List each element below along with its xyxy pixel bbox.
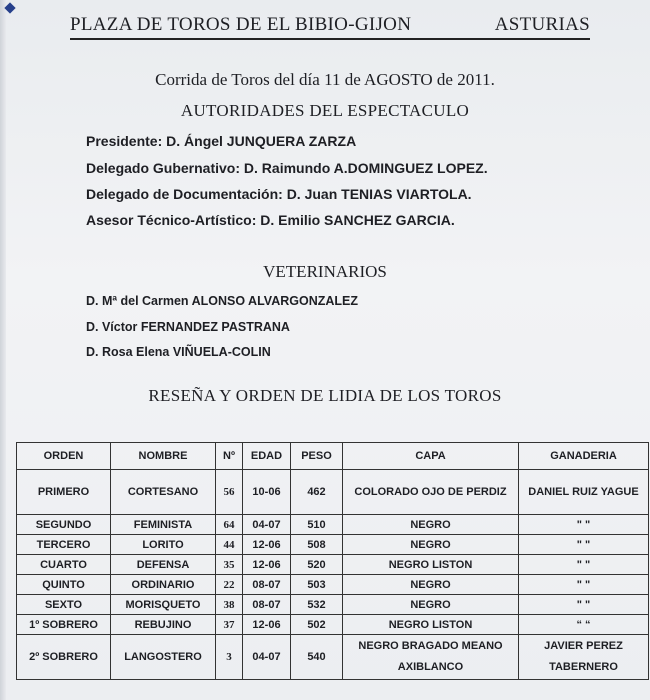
edad-cell: 10-06 xyxy=(243,470,291,515)
header-orden: ORDEN xyxy=(17,443,111,470)
capa-cell: COLORADO OJO DE PERDIZ xyxy=(343,470,519,515)
edad-cell: 08-07 xyxy=(243,595,291,615)
capa-cell: NEGRO xyxy=(343,535,519,555)
peso-cell: 502 xyxy=(291,615,343,635)
edad-cell: 12-06 xyxy=(243,535,291,555)
nombre-cell: LORITO xyxy=(111,535,216,555)
bulls-table xyxy=(16,442,649,680)
capa-cell: NEGRO BRAGADO MEANO AXIBLANCO xyxy=(343,635,519,680)
numero-cell: 35 xyxy=(216,555,243,575)
table-row xyxy=(17,555,649,575)
nombre-cell: REBUJINO xyxy=(111,615,216,635)
nombre-cell: DEFENSA xyxy=(111,555,216,575)
orden-cell: QUINTO xyxy=(17,575,111,595)
capa-cell: NEGRO xyxy=(343,515,519,535)
numero-cell: 56 xyxy=(216,470,243,515)
authorities-title: AUTORIDADES DEL ESPECTACULO xyxy=(180,101,470,120)
header-nombre: NOMBRE xyxy=(111,443,216,470)
table-row xyxy=(17,595,649,615)
capa-cell: NEGRO LISTON xyxy=(343,615,519,635)
ganaderia-cell: “ “ xyxy=(519,615,649,635)
peso-cell: 503 xyxy=(291,575,343,595)
table-header-row xyxy=(17,443,649,470)
orden-cell: 1º SOBRERO xyxy=(17,615,111,635)
table-row xyxy=(17,535,649,555)
edad-cell: 08-07 xyxy=(243,575,291,595)
veterinarian-item: D. Mª del Carmen ALONSO ALVARGONZALEZ xyxy=(86,294,358,308)
peso-cell: 462 xyxy=(291,470,343,515)
authority-delegado-gubernativo: Delegado Gubernativo: D. Raimundo A.DOMINGUEZ LOPEZ. xyxy=(86,160,488,176)
veterinarian-item: D. Víctor FERNANDEZ PASTRANA xyxy=(86,320,290,334)
peso-cell: 510 xyxy=(291,515,343,535)
nombre-cell: ORDINARIO xyxy=(111,575,216,595)
orden-cell: SEXTO xyxy=(17,595,111,615)
numero-cell: 37 xyxy=(216,615,243,635)
orden-cell: SEGUNDO xyxy=(17,515,111,535)
table-row xyxy=(17,635,649,680)
corner-mark-icon xyxy=(4,2,15,13)
venue-title: PLAZA DE TOROS DE EL BIBIO-GIJON xyxy=(70,14,412,35)
region-title: ASTURIAS xyxy=(494,14,590,35)
orden-cell: PRIMERO xyxy=(17,470,111,515)
table-row xyxy=(17,470,649,515)
nombre-cell: MORISQUETO xyxy=(111,595,216,615)
edad-cell: 04-07 xyxy=(243,635,291,680)
peso-cell: 540 xyxy=(291,635,343,680)
header-numero: Nº xyxy=(216,443,243,470)
ganaderia-cell: " " xyxy=(519,555,649,575)
capa-cell: NEGRO xyxy=(343,595,519,615)
authority-presidente: Presidente: D. Ángel JUNQUERA ZARZA xyxy=(86,133,357,149)
header-edad: EDAD xyxy=(243,443,291,470)
orden-cell: CUARTO xyxy=(17,555,111,575)
numero-cell: 22 xyxy=(216,575,243,595)
header-ganaderia: GANADERIA xyxy=(519,443,649,470)
edad-cell: 04-07 xyxy=(243,515,291,535)
veterinarians-title: VETERINARIOS xyxy=(263,262,387,281)
bulls-table-title: RESEÑA Y ORDEN DE LIDIA DE LOS TOROS xyxy=(148,386,502,405)
orden-cell: TERCERO xyxy=(17,535,111,555)
ganaderia-cell: " " xyxy=(519,515,649,535)
authority-delegado-documentacion: Delegado de Documentación: D. Juan TENIAS VIARTOLA. xyxy=(86,186,472,202)
page-header xyxy=(70,14,590,40)
numero-cell: 3 xyxy=(216,635,243,680)
veterinarian-item: D. Rosa Elena VIÑUELA-COLIN xyxy=(86,345,271,359)
edad-cell: 12-06 xyxy=(243,555,291,575)
header-peso: PESO xyxy=(291,443,343,470)
orden-cell: 2º SOBRERO xyxy=(17,635,111,680)
capa-cell: NEGRO xyxy=(343,575,519,595)
ganaderia-cell: DANIEL RUIZ YAGUE xyxy=(519,470,649,515)
ganaderia-cell: JAVIER PEREZ TABERNERO xyxy=(519,635,649,680)
ganaderia-cell: " " xyxy=(519,535,649,555)
edad-cell: 12-06 xyxy=(243,615,291,635)
nombre-cell: LANGOSTERO xyxy=(111,635,216,680)
nombre-cell: CORTESANO xyxy=(111,470,216,515)
corrida-date: Corrida de Toros del día 11 de AGOSTO de 2011. xyxy=(155,70,495,89)
nombre-cell: FEMINISTA xyxy=(111,515,216,535)
peso-cell: 520 xyxy=(291,555,343,575)
table-row xyxy=(17,515,649,535)
numero-cell: 64 xyxy=(216,515,243,535)
capa-cell: NEGRO LISTON xyxy=(343,555,519,575)
peso-cell: 508 xyxy=(291,535,343,555)
header-capa: CAPA xyxy=(343,443,519,470)
table-row xyxy=(17,615,649,635)
ganaderia-cell: " " xyxy=(519,575,649,595)
numero-cell: 38 xyxy=(216,595,243,615)
table-row xyxy=(17,575,649,595)
numero-cell: 44 xyxy=(216,535,243,555)
authority-asesor-tecnico: Asesor Técnico-Artístico: D. Emilio SANCHEZ GARCIA. xyxy=(86,212,455,228)
peso-cell: 532 xyxy=(291,595,343,615)
ganaderia-cell: " " xyxy=(519,595,649,615)
